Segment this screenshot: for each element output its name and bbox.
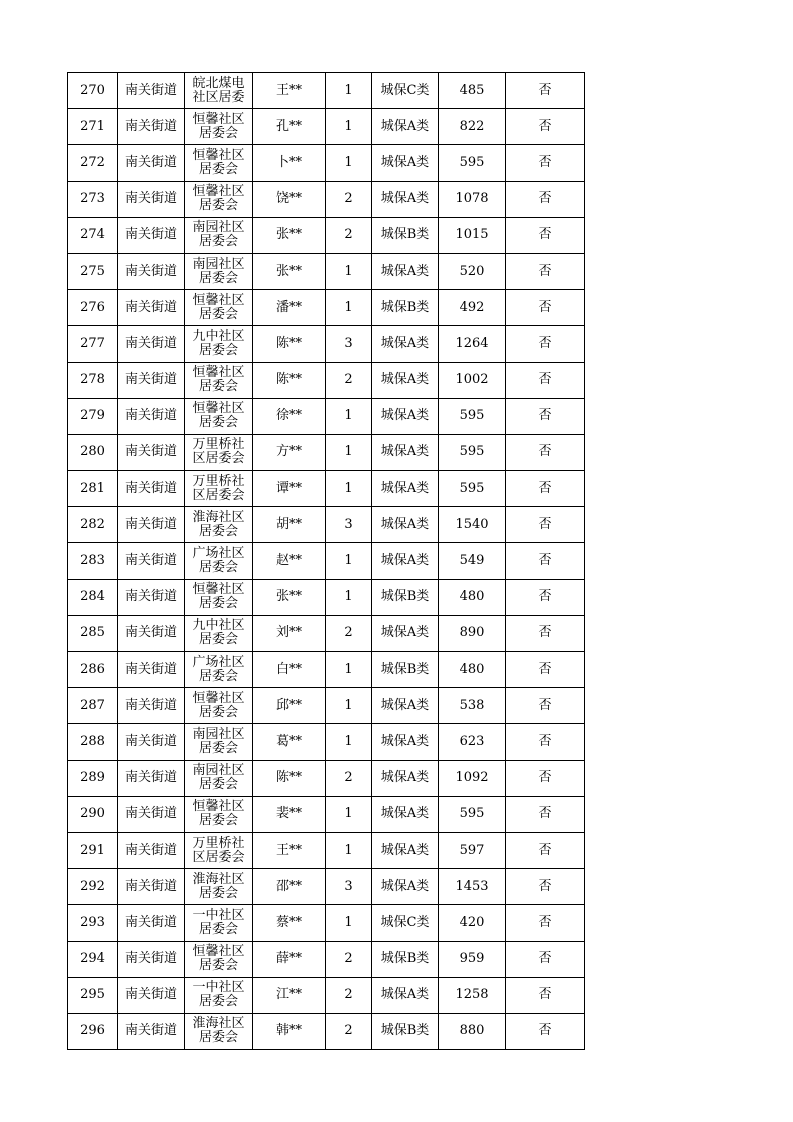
- table-row: [68, 290, 585, 326]
- community-name-line: 南园社区: [192, 726, 245, 742]
- cell-flag: 否: [506, 543, 585, 579]
- community-name-line: 居委会: [198, 560, 238, 576]
- data-table: [67, 72, 585, 1050]
- cell-amount: 1264: [439, 326, 506, 362]
- community-name-line: 居委会: [198, 813, 238, 829]
- community-name-line: 恒馨社区: [192, 799, 245, 815]
- community-name-line: 恒馨社区: [192, 944, 245, 960]
- community-name-line: 居委会: [198, 885, 238, 901]
- cell-street: 南关街道: [118, 507, 185, 543]
- cell-community: [185, 977, 253, 1013]
- table-row: [68, 905, 585, 941]
- cell-flag: 否: [506, 471, 585, 507]
- cell-community: [185, 145, 253, 181]
- community-name-line: 居委会: [198, 921, 238, 937]
- cell-serial-number: 295: [68, 977, 118, 1013]
- cell-household-count: 1: [326, 434, 372, 470]
- cell-category: 城保B类: [372, 1013, 439, 1049]
- cell-amount: 597: [439, 832, 506, 868]
- community-name-line: 广场社区: [192, 654, 245, 670]
- cell-amount: 623: [439, 724, 506, 760]
- table-row: [68, 760, 585, 796]
- cell-flag: 否: [506, 905, 585, 941]
- cell-household-count: 1: [326, 73, 372, 109]
- cell-household-count: 1: [326, 905, 372, 941]
- cell-household-count: 1: [326, 832, 372, 868]
- cell-flag: 否: [506, 290, 585, 326]
- cell-name: 方**: [253, 434, 326, 470]
- cell-street: 南关街道: [118, 796, 185, 832]
- cell-serial-number: 287: [68, 688, 118, 724]
- cell-household-count: 2: [326, 615, 372, 651]
- cell-name: 邱**: [253, 688, 326, 724]
- community-name-line: 居委会: [198, 668, 238, 684]
- cell-name: 薛**: [253, 941, 326, 977]
- cell-community: [185, 543, 253, 579]
- cell-flag: 否: [506, 977, 585, 1013]
- cell-serial-number: 291: [68, 832, 118, 868]
- community-name-line: 居委会: [198, 994, 238, 1010]
- cell-flag: 否: [506, 652, 585, 688]
- cell-community: [185, 253, 253, 289]
- cell-flag: 否: [506, 832, 585, 868]
- table-row: [68, 326, 585, 362]
- community-name-line: 恒馨社区: [192, 582, 245, 598]
- community-name-line: 居委会: [198, 523, 238, 539]
- cell-community: [185, 1013, 253, 1049]
- community-name-line: 居委会: [198, 198, 238, 214]
- cell-amount: 595: [439, 796, 506, 832]
- cell-serial-number: 270: [68, 73, 118, 109]
- cell-community: [185, 181, 253, 217]
- cell-flag: 否: [506, 796, 585, 832]
- cell-household-count: 2: [326, 181, 372, 217]
- cell-household-count: 1: [326, 398, 372, 434]
- cell-category: 城保A类: [372, 724, 439, 760]
- cell-category: 城保A类: [372, 796, 439, 832]
- cell-serial-number: 279: [68, 398, 118, 434]
- community-name-line: 居委会: [198, 777, 238, 793]
- community-name-line: 居委会: [198, 958, 238, 974]
- cell-household-count: 1: [326, 688, 372, 724]
- cell-serial-number: 280: [68, 434, 118, 470]
- table-row: [68, 652, 585, 688]
- table-row: [68, 941, 585, 977]
- cell-category: 城保B类: [372, 217, 439, 253]
- community-name-line: 居委会: [198, 704, 238, 720]
- cell-name: 张**: [253, 253, 326, 289]
- table-row: [68, 434, 585, 470]
- cell-household-count: 2: [326, 941, 372, 977]
- cell-street: 南关街道: [118, 652, 185, 688]
- cell-household-count: 2: [326, 977, 372, 1013]
- cell-serial-number: 289: [68, 760, 118, 796]
- cell-serial-number: 278: [68, 362, 118, 398]
- cell-flag: 否: [506, 217, 585, 253]
- community-name-line: 居委会: [198, 596, 238, 612]
- cell-street: 南关街道: [118, 615, 185, 651]
- cell-household-count: 2: [326, 217, 372, 253]
- community-name-line: 区居委会: [192, 849, 245, 865]
- cell-street: 南关街道: [118, 362, 185, 398]
- cell-household-count: 2: [326, 362, 372, 398]
- cell-flag: 否: [506, 941, 585, 977]
- table-body: [68, 73, 585, 1050]
- table-row: [68, 688, 585, 724]
- community-name-line: 南园社区: [192, 220, 245, 236]
- cell-amount: 492: [439, 290, 506, 326]
- cell-flag: 否: [506, 579, 585, 615]
- community-name-line: 居委会: [198, 1030, 238, 1046]
- cell-category: 城保A类: [372, 869, 439, 905]
- cell-serial-number: 296: [68, 1013, 118, 1049]
- cell-street: 南关街道: [118, 398, 185, 434]
- cell-serial-number: 274: [68, 217, 118, 253]
- community-name-line: 居委会: [198, 415, 238, 431]
- cell-name: 邵**: [253, 869, 326, 905]
- cell-street: 南关街道: [118, 977, 185, 1013]
- cell-amount: 1078: [439, 181, 506, 217]
- cell-serial-number: 281: [68, 471, 118, 507]
- community-name-line: 恒馨社区: [192, 292, 245, 308]
- cell-community: [185, 579, 253, 615]
- cell-community: [185, 290, 253, 326]
- community-name-line: 淮海社区: [192, 1016, 245, 1032]
- community-name-line: 广场社区: [192, 546, 245, 562]
- cell-name: 刘**: [253, 615, 326, 651]
- cell-category: 城保A类: [372, 615, 439, 651]
- cell-name: 饶**: [253, 181, 326, 217]
- cell-serial-number: 288: [68, 724, 118, 760]
- table-row: [68, 398, 585, 434]
- cell-category: 城保A类: [372, 760, 439, 796]
- cell-street: 南关街道: [118, 688, 185, 724]
- cell-name: 张**: [253, 217, 326, 253]
- cell-community: [185, 109, 253, 145]
- table-row: [68, 832, 585, 868]
- cell-amount: 1092: [439, 760, 506, 796]
- cell-flag: 否: [506, 1013, 585, 1049]
- cell-household-count: 1: [326, 471, 372, 507]
- cell-amount: 822: [439, 109, 506, 145]
- community-name-line: 南园社区: [192, 256, 245, 272]
- cell-community: [185, 724, 253, 760]
- cell-amount: 1453: [439, 869, 506, 905]
- cell-street: 南关街道: [118, 579, 185, 615]
- community-name-line: 一中社区: [192, 907, 245, 923]
- cell-household-count: 3: [326, 326, 372, 362]
- cell-category: 城保B类: [372, 290, 439, 326]
- cell-serial-number: 284: [68, 579, 118, 615]
- table-row: [68, 579, 585, 615]
- cell-household-count: 3: [326, 507, 372, 543]
- cell-street: 南关街道: [118, 471, 185, 507]
- community-name-line: 居委会: [198, 379, 238, 395]
- cell-name: 孔**: [253, 109, 326, 145]
- community-name-line: 居委会: [198, 306, 238, 322]
- table-row: [68, 217, 585, 253]
- cell-community: [185, 362, 253, 398]
- cell-category: 城保A类: [372, 434, 439, 470]
- cell-household-count: 2: [326, 1013, 372, 1049]
- table-row: [68, 145, 585, 181]
- cell-flag: 否: [506, 724, 585, 760]
- community-name-line: 恒馨社区: [192, 184, 245, 200]
- cell-community: [185, 688, 253, 724]
- cell-household-count: 3: [326, 869, 372, 905]
- cell-amount: 595: [439, 434, 506, 470]
- table-row: [68, 471, 585, 507]
- cell-flag: 否: [506, 434, 585, 470]
- community-name-line: 区居委会: [192, 451, 245, 467]
- cell-category: 城保A类: [372, 832, 439, 868]
- cell-category: 城保A类: [372, 109, 439, 145]
- cell-serial-number: 294: [68, 941, 118, 977]
- cell-community: [185, 615, 253, 651]
- cell-household-count: 1: [326, 109, 372, 145]
- cell-amount: 480: [439, 579, 506, 615]
- cell-serial-number: 277: [68, 326, 118, 362]
- cell-household-count: 1: [326, 290, 372, 326]
- cell-name: 裴**: [253, 796, 326, 832]
- community-name-line: 皖北煤电: [192, 75, 245, 91]
- cell-community: [185, 941, 253, 977]
- cell-name: 蔡**: [253, 905, 326, 941]
- cell-street: 南关街道: [118, 832, 185, 868]
- cell-flag: 否: [506, 109, 585, 145]
- cell-amount: 480: [439, 652, 506, 688]
- cell-serial-number: 282: [68, 507, 118, 543]
- cell-name: 陈**: [253, 362, 326, 398]
- cell-street: 南关街道: [118, 181, 185, 217]
- cell-flag: 否: [506, 145, 585, 181]
- cell-street: 南关街道: [118, 217, 185, 253]
- cell-amount: 520: [439, 253, 506, 289]
- cell-serial-number: 273: [68, 181, 118, 217]
- table-row: [68, 543, 585, 579]
- cell-flag: 否: [506, 507, 585, 543]
- cell-flag: 否: [506, 688, 585, 724]
- table-row: [68, 724, 585, 760]
- cell-serial-number: 271: [68, 109, 118, 145]
- cell-category: 城保C类: [372, 905, 439, 941]
- cell-community: [185, 73, 253, 109]
- cell-street: 南关街道: [118, 326, 185, 362]
- cell-serial-number: 292: [68, 869, 118, 905]
- cell-street: 南关街道: [118, 434, 185, 470]
- community-name-line: 九中社区: [192, 328, 245, 344]
- cell-serial-number: 283: [68, 543, 118, 579]
- cell-amount: 1015: [439, 217, 506, 253]
- cell-serial-number: 286: [68, 652, 118, 688]
- cell-amount: 1258: [439, 977, 506, 1013]
- community-name-line: 恒馨社区: [192, 401, 245, 417]
- cell-amount: 485: [439, 73, 506, 109]
- cell-household-count: 1: [326, 579, 372, 615]
- cell-name: 王**: [253, 73, 326, 109]
- cell-household-count: 1: [326, 145, 372, 181]
- community-name-line: 恒馨社区: [192, 147, 245, 163]
- cell-flag: 否: [506, 869, 585, 905]
- cell-category: 城保B类: [372, 579, 439, 615]
- table-row: [68, 869, 585, 905]
- cell-flag: 否: [506, 73, 585, 109]
- cell-street: 南关街道: [118, 543, 185, 579]
- community-name-line: 居委会: [198, 161, 238, 177]
- cell-community: [185, 217, 253, 253]
- cell-category: 城保A类: [372, 253, 439, 289]
- cell-household-count: 1: [326, 253, 372, 289]
- cell-street: 南关街道: [118, 941, 185, 977]
- community-name-line: 万里桥社: [192, 437, 245, 453]
- cell-street: 南关街道: [118, 1013, 185, 1049]
- cell-category: 城保B类: [372, 941, 439, 977]
- cell-community: [185, 905, 253, 941]
- cell-amount: 1002: [439, 362, 506, 398]
- cell-household-count: 1: [326, 724, 372, 760]
- community-name-line: 居委会: [198, 270, 238, 286]
- cell-name: 陈**: [253, 326, 326, 362]
- table-row: [68, 181, 585, 217]
- cell-name: 徐**: [253, 398, 326, 434]
- cell-name: 葛**: [253, 724, 326, 760]
- cell-street: 南关街道: [118, 145, 185, 181]
- cell-community: [185, 471, 253, 507]
- cell-serial-number: 272: [68, 145, 118, 181]
- community-name-line: 居委会: [198, 632, 238, 648]
- cell-amount: 595: [439, 145, 506, 181]
- cell-category: 城保A类: [372, 326, 439, 362]
- cell-name: 张**: [253, 579, 326, 615]
- cell-category: 城保A类: [372, 181, 439, 217]
- cell-street: 南关街道: [118, 290, 185, 326]
- cell-category: 城保C类: [372, 73, 439, 109]
- cell-name: 卜**: [253, 145, 326, 181]
- cell-flag: 否: [506, 362, 585, 398]
- cell-street: 南关街道: [118, 869, 185, 905]
- community-name-line: 居委会: [198, 125, 238, 141]
- table-row: [68, 507, 585, 543]
- cell-flag: 否: [506, 181, 585, 217]
- cell-amount: 880: [439, 1013, 506, 1049]
- cell-amount: 595: [439, 471, 506, 507]
- cell-community: [185, 760, 253, 796]
- table-row: [68, 796, 585, 832]
- cell-community: [185, 832, 253, 868]
- cell-household-count: 2: [326, 760, 372, 796]
- cell-category: 城保B类: [372, 652, 439, 688]
- cell-street: 南关街道: [118, 760, 185, 796]
- cell-amount: 959: [439, 941, 506, 977]
- cell-community: [185, 326, 253, 362]
- cell-name: 胡**: [253, 507, 326, 543]
- cell-flag: 否: [506, 253, 585, 289]
- cell-serial-number: 290: [68, 796, 118, 832]
- cell-name: 江**: [253, 977, 326, 1013]
- cell-household-count: 1: [326, 543, 372, 579]
- cell-name: 谭**: [253, 471, 326, 507]
- cell-category: 城保A类: [372, 543, 439, 579]
- community-name-line: 区居委会: [192, 487, 245, 503]
- community-name-line: 南园社区: [192, 763, 245, 779]
- community-name-line: 淮海社区: [192, 509, 245, 525]
- cell-amount: 549: [439, 543, 506, 579]
- cell-category: 城保A类: [372, 977, 439, 1013]
- table-row: [68, 1013, 585, 1049]
- community-name-line: 万里桥社: [192, 835, 245, 851]
- cell-community: [185, 796, 253, 832]
- cell-category: 城保A类: [372, 688, 439, 724]
- table-row: [68, 977, 585, 1013]
- table-row: [68, 73, 585, 109]
- cell-serial-number: 276: [68, 290, 118, 326]
- table-row: [68, 615, 585, 651]
- cell-street: 南关街道: [118, 109, 185, 145]
- cell-street: 南关街道: [118, 253, 185, 289]
- cell-community: [185, 434, 253, 470]
- cell-serial-number: 293: [68, 905, 118, 941]
- cell-amount: 595: [439, 398, 506, 434]
- cell-household-count: 1: [326, 796, 372, 832]
- cell-name: 赵**: [253, 543, 326, 579]
- table-row: [68, 253, 585, 289]
- cell-amount: 538: [439, 688, 506, 724]
- cell-name: 白**: [253, 652, 326, 688]
- cell-serial-number: 275: [68, 253, 118, 289]
- cell-flag: 否: [506, 760, 585, 796]
- community-name-line: 九中社区: [192, 618, 245, 634]
- community-name-line: 居委会: [198, 234, 238, 250]
- cell-flag: 否: [506, 398, 585, 434]
- cell-flag: 否: [506, 326, 585, 362]
- community-name-line: 恒馨社区: [192, 111, 245, 127]
- cell-community: [185, 652, 253, 688]
- community-name-line: 居委会: [198, 740, 238, 756]
- cell-amount: 890: [439, 615, 506, 651]
- cell-name: 韩**: [253, 1013, 326, 1049]
- cell-name: 王**: [253, 832, 326, 868]
- cell-community: [185, 398, 253, 434]
- cell-flag: 否: [506, 615, 585, 651]
- community-name-line: 居委会: [198, 342, 238, 358]
- community-name-line: 一中社区: [192, 980, 245, 996]
- cell-household-count: 1: [326, 652, 372, 688]
- cell-amount: 1540: [439, 507, 506, 543]
- cell-community: [185, 869, 253, 905]
- community-name-line: 恒馨社区: [192, 365, 245, 381]
- cell-category: 城保A类: [372, 471, 439, 507]
- cell-street: 南关街道: [118, 73, 185, 109]
- cell-category: 城保A类: [372, 145, 439, 181]
- cell-amount: 420: [439, 905, 506, 941]
- community-name-line: 万里桥社: [192, 473, 245, 489]
- cell-name: 陈**: [253, 760, 326, 796]
- cell-category: 城保A类: [372, 398, 439, 434]
- community-name-line: 恒馨社区: [192, 690, 245, 706]
- table-row: [68, 109, 585, 145]
- cell-serial-number: 285: [68, 615, 118, 651]
- cell-category: 城保A类: [372, 507, 439, 543]
- cell-name: 潘**: [253, 290, 326, 326]
- cell-street: 南关街道: [118, 724, 185, 760]
- cell-street: 南关街道: [118, 905, 185, 941]
- community-name-line: 社区居委: [192, 89, 245, 105]
- table-row: [68, 362, 585, 398]
- cell-category: 城保A类: [372, 362, 439, 398]
- cell-community: [185, 507, 253, 543]
- community-name-line: 淮海社区: [192, 871, 245, 887]
